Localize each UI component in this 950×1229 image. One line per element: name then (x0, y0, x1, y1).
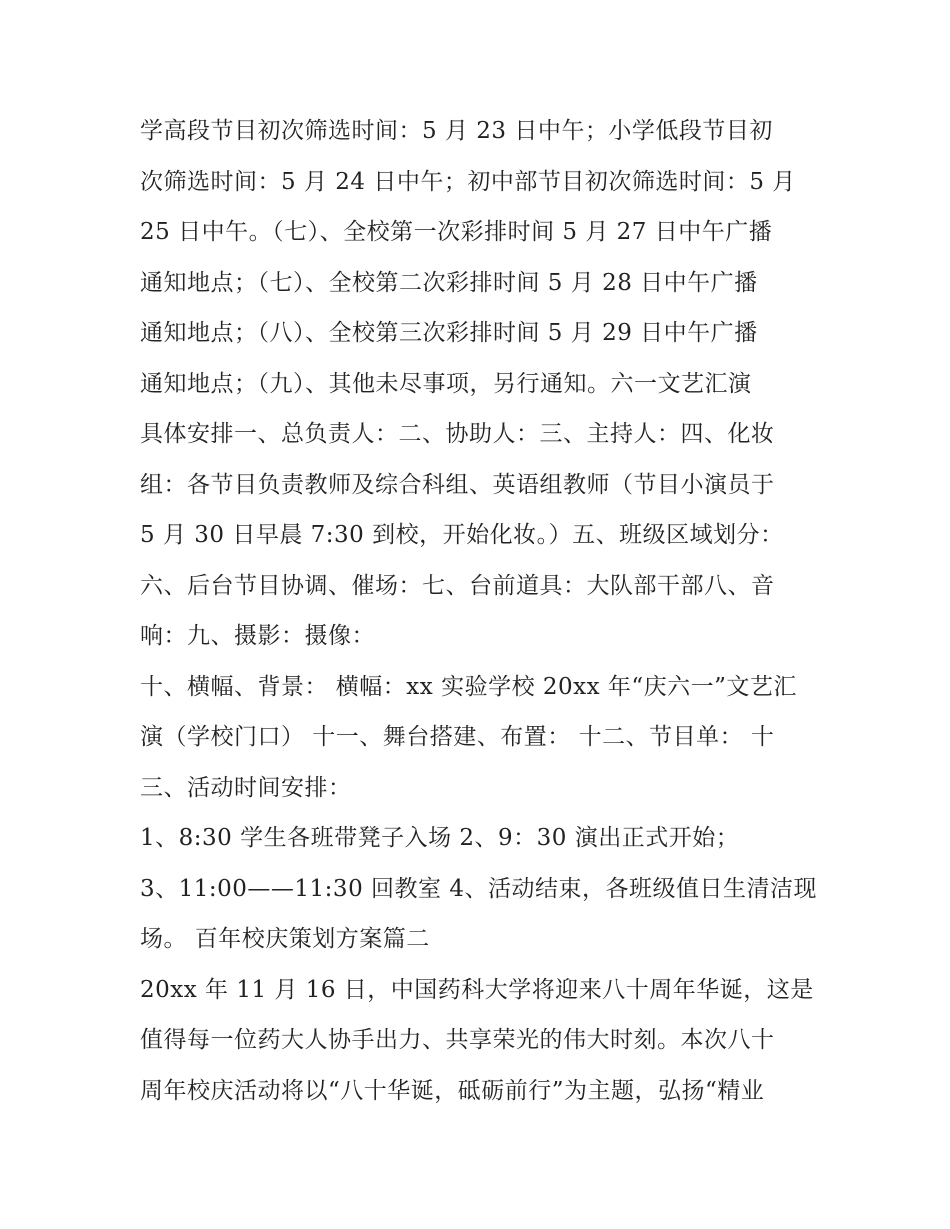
text-line: 通知地点；（七）、全校第二次彩排时间 5 月 28 日中午广播 (140, 269, 758, 296)
text-line: 5 月 30 日早晨 7:30 到校，开始化妆。）五、班级区域划分： (140, 522, 784, 548)
text-line: 25 日中午。（七）、全校第一次彩排时间 5 月 27 日中午广播 (140, 219, 773, 245)
text-line: 周年校庆活动将以“八十华诞，砥砺前行”为主题，弘扬“精业 (140, 1077, 765, 1104)
text-line: 响：九、摄影：摄像： (140, 623, 375, 649)
text-line: 通知地点；（九）、其他未尽事项，另行通知。六一文艺汇演 (140, 370, 752, 397)
text-line: 六、后台节目协调、催场：七、台前道具：大队部干部八、音 (140, 572, 775, 599)
text-line: 十、横幅、背景： 横幅：xx 实验学校 20xx 年“庆六一”文艺汇 (140, 673, 797, 700)
text-line: 次筛选时间：5 月 24 日中午；初中部节目初次筛选时间：5 月 (140, 168, 796, 195)
text-line: 通知地点；（八）、全校第三次彩排时间 5 月 29 日中午广播 (140, 320, 758, 346)
text-line: 学高段节目初次筛选时间：5 月 23 日中午；小学低段节目初 (140, 118, 773, 144)
text-line: 三、活动时间安排： (140, 774, 352, 801)
text-line: 3、11:00——11:30 回教室 4、活动结束，各班级值日生清洁现 (140, 875, 817, 902)
text-line: 值得每一位药大人协手出力、共享荣光的伟大时刻。本次八十 (140, 1027, 775, 1053)
text-line: 20xx 年 11 月 16 日，中国药科大学将迎来八十周年华诞，这是 (140, 976, 814, 1003)
text-line: 组：各节目负责教师及综合科组、英语组教师（节目小演员于 (140, 471, 775, 498)
text-line: 场。 百年校庆策划方案篇二 (140, 926, 430, 952)
text-line: 具体安排一、总负责人：二、协助人：三、主持人：四、化妆 (140, 421, 775, 447)
text-line: 演（学校门口） 十一、舞台搭建、布置： 十二、节目单： 十 (140, 724, 775, 750)
body-text (140, 106, 820, 1116)
text-line: 1、8:30 学生各班带凳子入场 2、9：30 演出正式开始； (140, 825, 740, 851)
